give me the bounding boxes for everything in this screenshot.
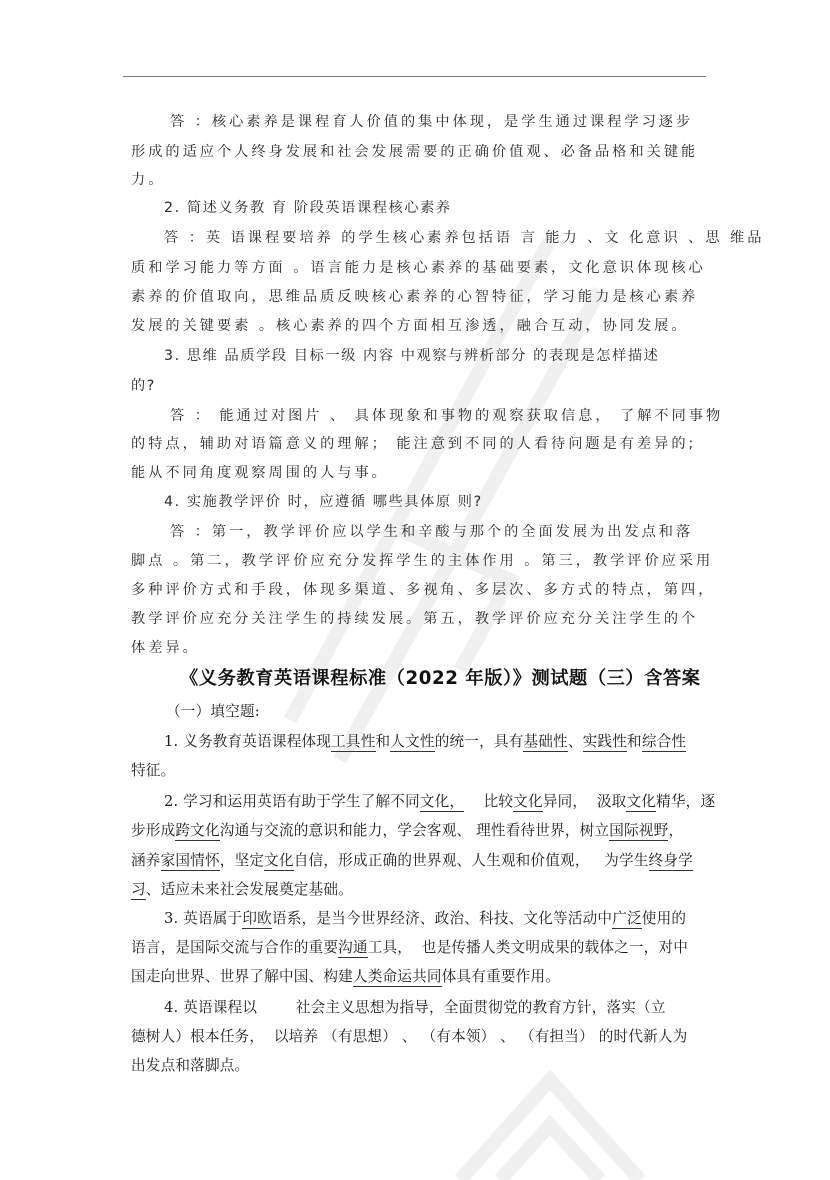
answer-blank: 习 <box>131 881 146 898</box>
q2-answer-line-4: 发展的关键要素 。核心素养的四个方面相互渗透，融合互动，协同发展。 <box>131 318 689 334</box>
fill-item-3-line-1 <box>164 907 686 931</box>
fill-item-3-line-3 <box>131 965 560 989</box>
answer-blank: 广泛 <box>612 910 642 927</box>
answer-blank: 工具性 <box>331 733 376 750</box>
answer-blank: 终身学 <box>648 852 693 869</box>
question-text: 特征。 <box>131 762 176 779</box>
fill-item-2-line-3 <box>131 849 693 873</box>
question-text: 工具， 也是传播人类文明成果的载体之一，对中 <box>367 939 689 956</box>
answer-blank: 印欧 <box>242 910 272 927</box>
q3-answer-line-2: 的特点，辅助对语篇意义的理解； 能注意到不同的人看待问题是有差异的; <box>131 436 697 452</box>
question-text: 自信，形成正确的世界观、人生观和价值观， 为学生 <box>293 852 649 869</box>
q3-question-line-1: 3. 思维 品质学段 目标一级 内容 中观察与辨析部分 的表现是怎样描述 <box>164 348 660 364</box>
q2-question: 2. 简述义务教 育 阶段英语课程核心素养 <box>164 200 452 216</box>
header-rule <box>123 76 706 77</box>
q4-answer-line-1: 答 ：第一，教学评价应以学生和辛酸与那个的全面发展为出发点和落 <box>170 524 694 540</box>
question-text: 异同， 汲取 <box>542 793 627 810</box>
answer-blank: 综合性 <box>641 733 687 750</box>
section-title: 《义务教育英语课程标准（2022 年版）》测试题（三）含答案 <box>180 668 701 689</box>
fill-item-2-line-2 <box>131 819 683 843</box>
q3-answer-line-3: 能从不同角度观察周围的人与事。 <box>131 465 389 481</box>
question-text: 涵养 <box>131 852 161 869</box>
fill-item-4-line-3 <box>131 1054 249 1078</box>
answer-blank: 文化 <box>513 793 543 810</box>
question-text: 和 <box>627 733 642 750</box>
question-text: 使用的 <box>641 910 687 927</box>
question-text: 体具有重要作用。 <box>441 968 561 985</box>
question-text: 2. 学习和运用英语有助于学生了解不同 <box>164 793 420 810</box>
answer-blank: 基础性 <box>523 733 568 750</box>
fill-item-3-line-2 <box>131 936 688 960</box>
question-text: 1. 义务教育英语课程体现 <box>164 733 332 750</box>
q4-answer-line-2: 脚点 。第二，教学评价应充分发挥学生的主体作用 。第三，教学评价应采用 <box>131 553 714 569</box>
answer-blank: 文化 <box>264 852 294 869</box>
question-text: 和 <box>375 733 391 750</box>
question-text: 国走向世界、世界了解中国、构建 <box>131 968 353 985</box>
fill-in-heading: （一）填空题: <box>166 703 260 720</box>
q4-answer-line-3: 多种评价方式和手段，体现多渠道、多视角、多层次、多方式的特点，第四， <box>131 582 716 598</box>
answer-blank: 沟通 <box>338 939 368 956</box>
q3-question-line-2: 的? <box>131 378 156 394</box>
fill-item-4-line-1 <box>164 996 666 1020</box>
question-text: 、适应未来社会发展奠定基础。 <box>145 881 353 898</box>
q1-answer-line-1: 答 ：核心素养是课程育人价值的集中体现，是学生通过课程学习逐步 <box>170 114 694 130</box>
q1-answer-line-3: 力。 <box>131 172 166 188</box>
question-text: 德树人）根本任务， 以培养 （有思想） 、 （有本领） 、 （有担当） 的时代新人为 <box>131 1028 688 1045</box>
q1-answer-line-2: 形成的适应个人终身发展和社会发展需要的正确价值观、必备品格和关键能 <box>131 144 699 160</box>
q4-answer-line-4: 教学评价应充分关注学生的持续发展。第五，教学评价应充分关注学生的个 <box>131 611 699 627</box>
answer-blank: 人类命运共同 <box>352 968 442 985</box>
question-text: 出发点和落脚点。 <box>131 1057 250 1074</box>
answer-blank: 家国情怀 <box>160 852 220 869</box>
question-text: 4. 英语课程以 社会主义思想为指导，全面贯彻党的教育方针，落实（立 <box>164 999 666 1016</box>
answer-blank: 人文性 <box>390 733 435 750</box>
question-text: 沟通与交流的意识和能力，学会客观、 理性看待世界，树立 <box>219 822 610 839</box>
question-text: 步形成 <box>131 822 176 839</box>
q2-answer-line-3: 素养的价值取向，思维品质反映核心素养的心智特征，学习能力是核心素养 <box>131 289 699 305</box>
q2-answer-line-1: 答 ：英 语课程要培养 的学生核心素养包括语 言 能力 、文 化意识 、思 维品 <box>164 230 765 246</box>
answer-blank: 文化， <box>419 793 465 810</box>
q2-answer-line-2: 质和学习能力等方面 。语言能力是核心素养的基础要素，文化意识体现核心 <box>131 260 706 276</box>
fill-item-2-line-4 <box>131 878 353 902</box>
question-text: 的统一，具有 <box>434 733 524 750</box>
fill-item-2-line-1 <box>164 790 715 814</box>
question-text: ，坚定 <box>219 852 265 869</box>
q3-answer-line-1: 答 ： 能通过对图片 、 具体现象和事物的观察获取信息， 了解不同事物 <box>170 408 724 424</box>
q4-question: 4. 实施教学评价 时，应遵循 哪些具体原 则? <box>164 494 483 510</box>
fill-item-4-line-2 <box>131 1025 688 1049</box>
fill-item-1-line-2 <box>131 759 175 783</box>
answer-blank: 跨文化 <box>175 822 220 839</box>
question-text: 语言，是国际交流与合作的重要 <box>131 939 339 956</box>
q4-answer-line-5: 体差异。 <box>131 640 200 656</box>
question-text: ， <box>668 822 684 839</box>
question-text: 语系，是当今世界经济、政治、科技、文化等活动中 <box>271 910 613 927</box>
answer-blank: 国际视野 <box>609 822 669 839</box>
question-text: 、 <box>567 733 583 750</box>
answer-blank: 文化 <box>626 793 657 810</box>
question-text: 精华，逐 <box>656 793 716 810</box>
question-text: 比较 <box>464 793 514 810</box>
question-text: 3. 英语属于 <box>164 910 243 927</box>
fill-item-1-line-1 <box>164 730 686 754</box>
answer-blank: 实践性 <box>582 733 628 750</box>
